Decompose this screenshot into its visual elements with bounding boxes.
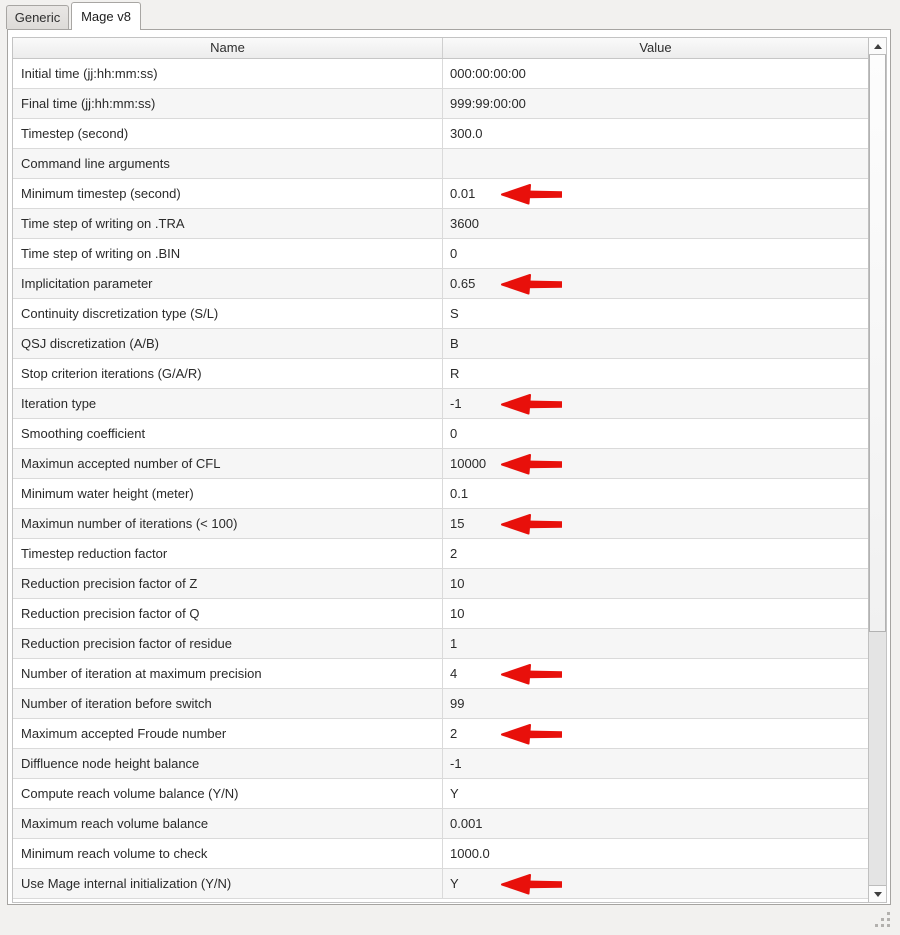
param-name: Minimum water height (meter) xyxy=(21,486,194,501)
param-name-cell xyxy=(13,119,443,148)
param-value: 0 xyxy=(450,426,458,441)
param-name-cell xyxy=(13,809,443,838)
param-name-cell xyxy=(13,329,443,358)
param-name: Compute reach volume balance (Y/N) xyxy=(21,786,239,801)
param-name: Initial time (jj:hh:mm:ss) xyxy=(21,66,158,81)
param-name: Reduction precision factor of residue xyxy=(21,636,233,651)
param-value-cell[interactable] xyxy=(443,509,868,538)
scroll-down-icon xyxy=(874,892,882,897)
param-value-cell[interactable] xyxy=(443,209,868,238)
table-row[interactable] xyxy=(13,809,868,839)
tab-mage-v8-label: Mage v8 xyxy=(81,9,131,24)
param-name-cell xyxy=(13,419,443,448)
parameters-table xyxy=(12,37,887,903)
param-value-cell[interactable] xyxy=(443,479,868,508)
param-name-cell xyxy=(13,149,443,178)
param-name-cell xyxy=(13,299,443,328)
param-value-cell[interactable] xyxy=(443,539,868,568)
param-value: Y xyxy=(450,876,459,891)
table-row[interactable] xyxy=(13,479,868,509)
annotation-arrow-icon xyxy=(499,453,565,475)
param-value: 2 xyxy=(450,726,458,741)
param-name: Minimum reach volume to check xyxy=(21,846,208,861)
param-value-cell[interactable] xyxy=(443,119,868,148)
param-name-cell xyxy=(13,269,443,298)
param-value: 0.01 xyxy=(450,186,476,201)
param-name-cell xyxy=(13,449,443,478)
param-value: -1 xyxy=(450,396,462,411)
param-value-cell[interactable] xyxy=(443,299,868,328)
table-row[interactable] xyxy=(13,599,868,629)
param-value-cell[interactable] xyxy=(443,449,868,478)
table-row[interactable] xyxy=(13,839,868,869)
table-row[interactable] xyxy=(13,269,868,299)
param-name-cell xyxy=(13,629,443,658)
param-name-cell xyxy=(13,539,443,568)
param-name: Maximun accepted number of CFL xyxy=(21,456,221,471)
annotation-arrow-icon xyxy=(499,183,565,205)
param-value: 10000 xyxy=(450,456,487,471)
param-value: 999:99:00:00 xyxy=(450,96,526,111)
param-name: Timestep reduction factor xyxy=(21,546,168,561)
column-header-name[interactable]: Name xyxy=(13,38,443,58)
param-value-cell[interactable] xyxy=(443,689,868,718)
param-name: Stop criterion iterations (G/A/R) xyxy=(21,366,202,381)
table-row[interactable] xyxy=(13,629,868,659)
scrollbar-track[interactable] xyxy=(869,55,886,885)
param-name-cell xyxy=(13,779,443,808)
param-name-cell xyxy=(13,719,443,748)
table-row[interactable] xyxy=(13,119,868,149)
param-value: -1 xyxy=(450,756,462,771)
param-value-cell[interactable] xyxy=(443,779,868,808)
param-value: 4 xyxy=(450,666,458,681)
param-name: Timestep (second) xyxy=(21,126,129,141)
table-row[interactable] xyxy=(13,869,868,899)
param-name-cell xyxy=(13,389,443,418)
mage-v8-panel xyxy=(7,29,891,905)
table-row[interactable] xyxy=(13,359,868,389)
param-name: Maximum accepted Froude number xyxy=(21,726,227,741)
param-name-cell xyxy=(13,209,443,238)
param-name-cell xyxy=(13,569,443,598)
param-value-cell[interactable] xyxy=(443,269,868,298)
tab-mage-v8[interactable] xyxy=(71,2,141,30)
table-row[interactable] xyxy=(13,179,868,209)
param-name-cell xyxy=(13,359,443,388)
table-row[interactable] xyxy=(13,779,868,809)
param-value-cell[interactable] xyxy=(443,569,868,598)
param-name: Smoothing coefficient xyxy=(21,426,146,441)
param-value-cell[interactable] xyxy=(443,179,868,208)
annotation-arrow-icon xyxy=(499,663,565,685)
table-row[interactable] xyxy=(13,239,868,269)
param-value-cell[interactable] xyxy=(443,59,868,88)
param-name-cell xyxy=(13,59,443,88)
param-value-cell[interactable] xyxy=(443,809,868,838)
table-rows xyxy=(13,59,868,902)
param-value: 0.65 xyxy=(450,276,476,291)
param-name: Number of iteration at maximum precision xyxy=(21,666,262,681)
table-row[interactable] xyxy=(13,89,868,119)
param-value: 10 xyxy=(450,606,465,621)
param-value: 000:00:00:00 xyxy=(450,66,526,81)
param-name: Command line arguments xyxy=(21,156,170,171)
param-name: Continuity discretization type (S/L) xyxy=(21,306,219,321)
param-name: Time step of writing on .TRA xyxy=(21,216,185,231)
param-name: Reduction precision factor of Q xyxy=(21,606,200,621)
param-value: 1 xyxy=(450,636,458,651)
table-row[interactable] xyxy=(13,449,868,479)
status-bar xyxy=(0,906,900,935)
table-row[interactable] xyxy=(13,419,868,449)
scroll-down-button[interactable] xyxy=(869,885,886,902)
param-value: 0 xyxy=(450,246,458,261)
param-value-cell[interactable] xyxy=(443,359,868,388)
annotation-arrow-icon xyxy=(499,273,565,295)
param-name: Time step of writing on .BIN xyxy=(21,246,181,261)
annotation-arrow-icon xyxy=(499,393,565,415)
scroll-up-icon xyxy=(874,44,882,49)
param-value-cell[interactable] xyxy=(443,719,868,748)
table-row[interactable] xyxy=(13,509,868,539)
param-value: 1000.0 xyxy=(450,846,490,861)
table-row[interactable] xyxy=(13,539,868,569)
param-value-cell[interactable] xyxy=(443,869,868,898)
param-value-cell[interactable] xyxy=(443,599,868,628)
param-value: 3600 xyxy=(450,216,479,231)
tab-bar xyxy=(0,0,900,29)
param-name: Number of iteration before switch xyxy=(21,696,212,711)
param-value: S xyxy=(450,306,459,321)
annotation-arrow-icon xyxy=(499,873,565,895)
param-name-cell xyxy=(13,179,443,208)
param-name-cell xyxy=(13,869,443,898)
param-name: Diffluence node height balance xyxy=(21,756,200,771)
table-row[interactable] xyxy=(13,689,868,719)
table-row[interactable] xyxy=(13,209,868,239)
param-name: Reduction precision factor of Z xyxy=(21,576,198,591)
param-name: Final time (jj:hh:mm:ss) xyxy=(21,96,156,111)
param-value-cell[interactable] xyxy=(443,239,868,268)
param-name-cell xyxy=(13,239,443,268)
param-name: Iteration type xyxy=(21,396,97,411)
param-value: 2 xyxy=(450,546,458,561)
scroll-up-button[interactable] xyxy=(869,38,886,55)
table-row[interactable] xyxy=(13,749,868,779)
param-value-cell[interactable] xyxy=(443,839,868,868)
annotation-arrow-icon xyxy=(499,513,565,535)
param-name-cell xyxy=(13,659,443,688)
annotation-arrow-icon xyxy=(499,723,565,745)
param-name: Maximun number of iterations (< 100) xyxy=(21,516,238,531)
param-value-cell[interactable] xyxy=(443,629,868,658)
table-row[interactable] xyxy=(13,719,868,749)
scrollbar-thumb[interactable] xyxy=(869,55,886,632)
param-name: Maximum reach volume balance xyxy=(21,816,209,831)
param-value: Y xyxy=(450,786,459,801)
param-value: 99 xyxy=(450,696,465,711)
tab-generic-label: Generic xyxy=(14,10,61,25)
param-value-cell[interactable] xyxy=(443,659,868,688)
param-value: 300.0 xyxy=(450,126,483,141)
table-content xyxy=(13,38,868,902)
resize-grip-icon[interactable] xyxy=(873,910,893,930)
param-value-cell[interactable] xyxy=(443,329,868,358)
param-name-cell xyxy=(13,509,443,538)
column-header-value[interactable]: Value xyxy=(639,40,672,55)
table-row[interactable] xyxy=(13,149,868,179)
table-row[interactable] xyxy=(13,59,868,89)
param-name-cell xyxy=(13,599,443,628)
table-row[interactable] xyxy=(13,389,868,419)
param-value: R xyxy=(450,366,460,381)
param-name-cell xyxy=(13,479,443,508)
param-value: 0.1 xyxy=(450,486,469,501)
table-row[interactable] xyxy=(13,569,868,599)
tab-generic[interactable] xyxy=(6,5,69,29)
table-row[interactable] xyxy=(13,299,868,329)
param-value-cell[interactable] xyxy=(443,749,868,778)
param-value-cell[interactable] xyxy=(443,389,868,418)
param-value-cell[interactable] xyxy=(443,149,868,178)
param-name: QSJ discretization (A/B) xyxy=(21,336,159,351)
param-name-cell xyxy=(13,689,443,718)
param-value-cell[interactable] xyxy=(443,419,868,448)
param-value: 15 xyxy=(450,516,465,531)
table-row[interactable] xyxy=(13,329,868,359)
param-name-cell xyxy=(13,839,443,868)
param-value-cell[interactable] xyxy=(443,89,868,118)
param-name-cell xyxy=(13,749,443,778)
param-name: Use Mage internal initialization (Y/N) xyxy=(21,876,232,891)
param-name: Minimum timestep (second) xyxy=(21,186,181,201)
param-value: 0.001 xyxy=(450,816,483,831)
table-header xyxy=(13,38,868,59)
vertical-scrollbar[interactable] xyxy=(868,38,886,902)
param-name-cell xyxy=(13,89,443,118)
table-row[interactable] xyxy=(13,659,868,689)
param-value: B xyxy=(450,336,459,351)
param-value: 10 xyxy=(450,576,465,591)
param-name: Implicitation parameter xyxy=(21,276,153,291)
